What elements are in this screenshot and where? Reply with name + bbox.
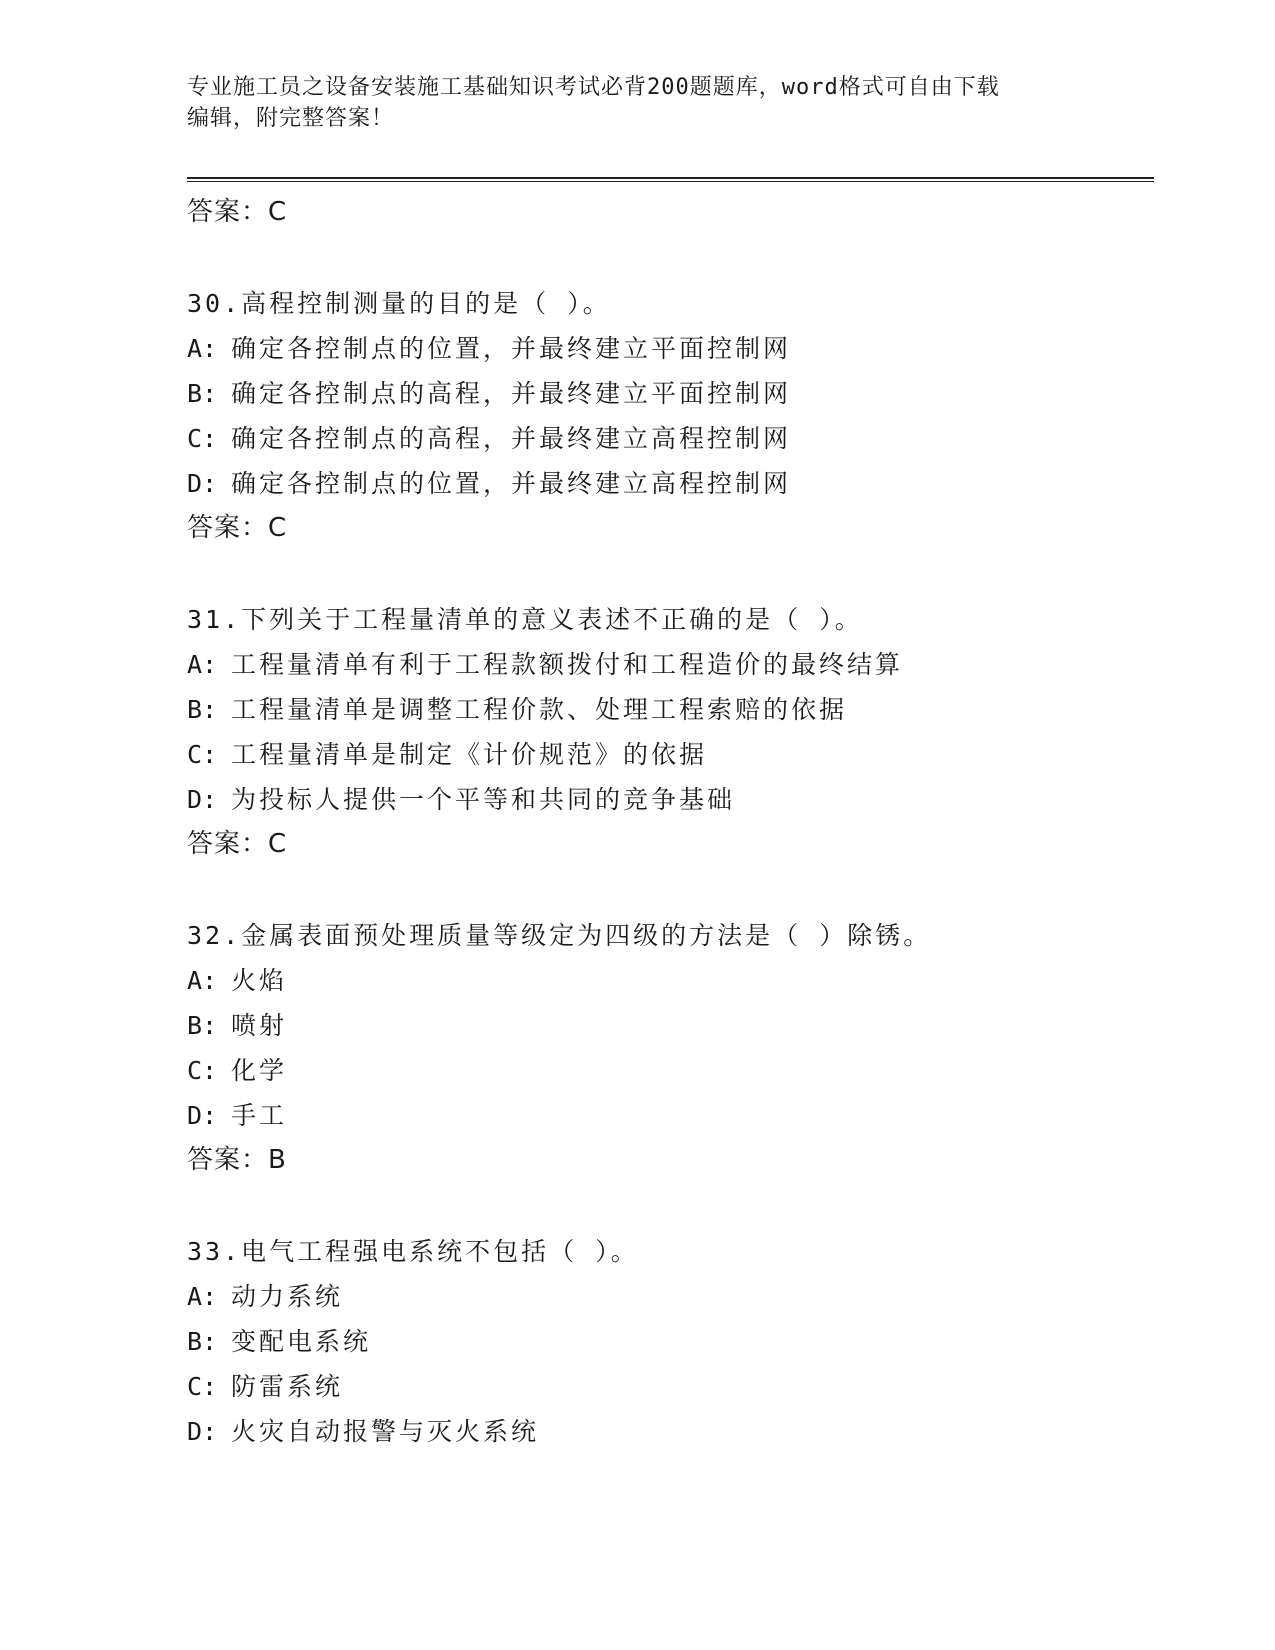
question-list — [187, 190, 1147, 1454]
option-d — [187, 1409, 1147, 1454]
option-a — [187, 326, 1147, 371]
option-c — [187, 416, 1147, 461]
question-32 — [187, 913, 1147, 1183]
option-a — [187, 642, 1147, 687]
option-c — [187, 1364, 1147, 1409]
option-key: D: — [187, 785, 218, 814]
option-text: 火灾自动报警与灭火系统 — [231, 1417, 540, 1446]
option-key: B: — [187, 1327, 218, 1356]
answer-line: 答案：C — [187, 513, 288, 543]
option-c — [187, 1048, 1147, 1093]
option-key: C: — [187, 1056, 218, 1085]
option-text: 工程量清单是制定《计价规范》的依据 — [231, 740, 708, 769]
option-key: B: — [187, 379, 218, 408]
option-key: A: — [187, 334, 218, 363]
question-31 — [187, 597, 1147, 867]
header-line-1: 专业施工员之设备安装施工基础知识考试必背200题题库，word格式可自由下载 — [187, 75, 1000, 100]
option-text: 确定各控制点的高程，并最终建立高程控制网 — [231, 424, 792, 453]
header-rule-thick — [187, 177, 1154, 179]
option-d — [187, 1093, 1147, 1138]
option-text: 变配电系统 — [231, 1327, 372, 1356]
option-text: 火焰 — [231, 966, 288, 995]
answer-line: 答案：C — [187, 197, 288, 227]
option-key: C: — [187, 424, 218, 453]
option-key: D: — [187, 1417, 218, 1446]
option-key: B: — [187, 1011, 218, 1040]
option-key: A: — [187, 650, 218, 679]
answer-line: 答案：C — [187, 829, 288, 859]
option-b — [187, 1003, 1147, 1048]
question-33 — [187, 1229, 1147, 1454]
option-text: 工程量清单是调整工程价款、处理工程索赔的依据 — [231, 695, 848, 724]
option-key: D: — [187, 1101, 218, 1130]
document-header — [187, 72, 1067, 134]
option-text: 确定各控制点的高程，并最终建立平面控制网 — [231, 379, 792, 408]
option-a — [187, 958, 1147, 1003]
option-key: C: — [187, 740, 218, 769]
option-key: A: — [187, 966, 218, 995]
option-d — [187, 461, 1147, 506]
option-text: 确定各控制点的位置，并最终建立高程控制网 — [231, 469, 792, 498]
option-key: A: — [187, 1282, 218, 1311]
question-stem: 33.电气工程强电系统不包括（ ）。 — [187, 1237, 639, 1266]
option-b — [187, 1319, 1147, 1364]
header-line-2: 编辑，附完整答案！ — [187, 106, 395, 131]
option-d — [187, 777, 1147, 822]
option-a — [187, 1274, 1147, 1319]
option-b — [187, 371, 1147, 416]
option-text: 手工 — [231, 1101, 288, 1130]
question-stem: 31.下列关于工程量清单的意义表述不正确的是（ ）。 — [187, 605, 863, 634]
option-text: 为投标人提供一个平等和共同的竞争基础 — [231, 785, 736, 814]
option-c — [187, 732, 1147, 777]
option-text: 喷射 — [231, 1011, 288, 1040]
question-stem: 32.金属表面预处理质量等级定为四级的方法是（ ）除锈。 — [187, 921, 932, 950]
question-30 — [187, 281, 1147, 551]
option-text: 化学 — [231, 1056, 288, 1085]
answer-line: 答案：B — [187, 1145, 287, 1175]
option-key: C: — [187, 1372, 218, 1401]
option-text: 防雷系统 — [231, 1372, 344, 1401]
option-text: 动力系统 — [231, 1282, 344, 1311]
option-key: D: — [187, 469, 218, 498]
option-text: 确定各控制点的位置，并最终建立平面控制网 — [231, 334, 792, 363]
option-text: 工程量清单有利于工程款额拨付和工程造价的最终结算 — [231, 650, 904, 679]
option-b — [187, 687, 1147, 732]
header-rule-thin — [187, 181, 1154, 182]
question-stem: 30.高程控制测量的目的是（ ）。 — [187, 289, 611, 318]
option-key: B: — [187, 695, 218, 724]
